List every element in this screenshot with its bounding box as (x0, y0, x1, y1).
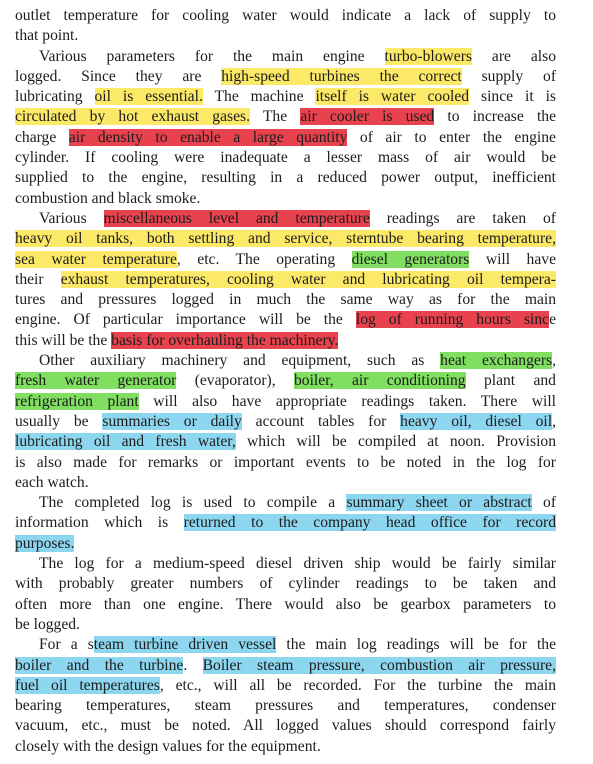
text-line (15, 716, 556, 736)
text-segment: will have (469, 250, 556, 268)
text-line (15, 656, 556, 676)
text-segment: usually be (15, 412, 103, 430)
text-segment: with probably greater numbers of cylinder readings to be taken and (15, 575, 556, 593)
text-segment: The (250, 108, 301, 126)
text-line (15, 47, 556, 67)
text-segment: their (15, 270, 61, 288)
highlight-yellow: itself is water cooled (315, 88, 470, 106)
highlight-blue: fuel oil temperatures (15, 676, 160, 694)
text-segment: will also have appropriate readings taken. There will (138, 392, 556, 410)
text-line (15, 453, 556, 473)
highlight-blue: Boiler steam pressure, combustion air pressure, (202, 656, 556, 674)
text-line (15, 412, 556, 432)
text-segment: , (552, 352, 556, 370)
text-segment: tures and pressures logged in much the same way as for the main (15, 291, 556, 309)
text-segment: this will be the (15, 331, 112, 349)
highlight-yellow: circulated by hot exhaust gases. (15, 108, 250, 126)
text-line (15, 635, 556, 655)
text-segment: The completed log is used to compile a (39, 494, 347, 512)
highlight-yellow: turbo-blowers (384, 47, 472, 65)
text-segment: . (183, 656, 203, 674)
highlight-red: air cooler is used (300, 108, 435, 126)
text-line (15, 168, 556, 188)
text-line (15, 26, 556, 46)
text-segment: the main log readings will be for the (276, 636, 556, 654)
text-segment: (evaporator), (176, 372, 294, 390)
highlight-yellow: high-speed turbines the correct (221, 67, 462, 85)
text-line (15, 209, 556, 229)
text-segment: that point. (15, 27, 79, 45)
text-line (15, 128, 556, 148)
highlight-yellow: exhaust temperatures, cooling water and lubricating oil tempera- (60, 270, 556, 288)
text-segment: closely with the design values for the equipment. (15, 737, 321, 755)
highlight-green: fresh water generator (15, 372, 177, 390)
highlight-blue: heavy oil, diesel oil (400, 412, 553, 430)
text-line (15, 737, 556, 757)
text-line (15, 148, 556, 168)
text-segment: engine. Of particular importance will be the (15, 311, 356, 329)
text-line (15, 473, 556, 493)
text-line (15, 270, 556, 290)
highlight-yellow: oil is essential. (94, 88, 203, 106)
text-line (15, 371, 556, 391)
text-segment: , etc., will all be recorded. For the turbine the main (159, 676, 556, 694)
text-segment: Various (39, 209, 104, 227)
highlight-blue: lubricating oil and fresh water, (15, 433, 236, 451)
highlight-red: air density to enable a large quantity (68, 128, 348, 146)
text-segment: account tables for (241, 412, 401, 430)
text-segment: each watch. (15, 473, 89, 491)
text-line (15, 6, 556, 26)
text-line (15, 229, 556, 249)
text-segment: Various parameters for the main engine (39, 47, 385, 65)
text-line (15, 107, 556, 127)
text-segment: supply of (461, 67, 557, 85)
highlight-blue: team turbine driven vessel (93, 636, 277, 654)
text-segment: plant and (465, 372, 556, 390)
text-segment: which will be compiled at noon. Provision (235, 433, 556, 451)
text-line (15, 67, 556, 87)
text-segment: For a s (39, 636, 94, 654)
text-line (15, 432, 556, 452)
text-line (15, 554, 556, 574)
text-segment: often more than one engine. There would also be gearbox parameters to (15, 595, 556, 613)
text-segment: supplied to the engine, resulting in a reduced power output, inefficient (15, 169, 556, 187)
text-segment: of air to enter the engine (347, 128, 556, 146)
highlight-green: boiler, air conditioning (294, 372, 466, 390)
text-line (15, 189, 556, 209)
highlight-green: diesel generators (351, 250, 470, 268)
text-line (15, 331, 556, 351)
text-line (15, 676, 556, 696)
text-segment: is also made for remarks or important events to be noted in the log for (15, 453, 556, 471)
text-line (15, 615, 556, 635)
text-line (15, 392, 556, 412)
highlight-red: log of running hours sinc (355, 311, 550, 329)
text-line (15, 696, 556, 716)
text-segment: vacuum, etc., must be noted. All logged values should correspond fairly (15, 717, 556, 735)
document-body (15, 6, 556, 757)
highlight-green: refrigeration plant (15, 392, 139, 410)
text-segment: of (531, 494, 557, 512)
text-line (15, 351, 556, 371)
highlight-yellow: heavy oil tanks, both settling and service, sterntube bearing temperature, (15, 230, 556, 248)
text-line (15, 290, 556, 310)
highlight-red: basis for overhauling the machinery. (111, 331, 339, 349)
text-segment: , etc. The operating (176, 250, 352, 268)
text-segment: e (549, 311, 556, 329)
highlight-blue: returned to the company head office for record (183, 514, 556, 532)
text-segment: logged. Since they are (15, 67, 222, 85)
text-segment: are also (472, 47, 556, 65)
text-line (15, 595, 556, 615)
highlight-red: miscellaneous level and temperature (103, 209, 370, 227)
text-line (15, 534, 556, 554)
highlight-green: heat exchangers (440, 352, 553, 370)
text-segment: outlet temperature for cooling water would indicate a lack of supply to (15, 7, 556, 24)
text-line (15, 574, 556, 594)
text-segment: information which is (15, 514, 184, 532)
text-line (15, 493, 556, 513)
text-segment: since it is (469, 88, 556, 106)
text-segment: be logged. (15, 615, 80, 633)
text-line (15, 310, 556, 330)
highlight-blue: boiler and the turbine (15, 656, 184, 674)
text-segment: cylinder. If cooling were inadequate a lesser mass of air would be (15, 149, 556, 167)
highlight-blue: summaries or daily (102, 412, 242, 430)
text-segment: readings are taken of (369, 209, 557, 227)
text-line (15, 87, 556, 107)
highlight-yellow: sea water temperature (15, 250, 177, 268)
text-segment: Other auxiliary machinery and equipment, such as (39, 352, 441, 370)
text-line (15, 513, 556, 533)
text-segment: The machine (202, 88, 316, 106)
highlight-blue: summary sheet or abstract (346, 494, 532, 512)
text-segment: to increase the (434, 108, 557, 126)
text-segment: bearing temperatures, steam pressures and temperatures, condenser (15, 697, 556, 715)
text-segment: charge (15, 128, 69, 146)
text-segment: The log for a medium-speed diesel driven ship would be fairly similar (39, 555, 556, 573)
highlight-blue: purposes. (15, 534, 75, 552)
text-line (15, 250, 556, 270)
text-segment: , (552, 412, 556, 430)
text-segment: lubricating (15, 88, 95, 106)
text-segment: combustion and black smoke. (15, 189, 201, 207)
